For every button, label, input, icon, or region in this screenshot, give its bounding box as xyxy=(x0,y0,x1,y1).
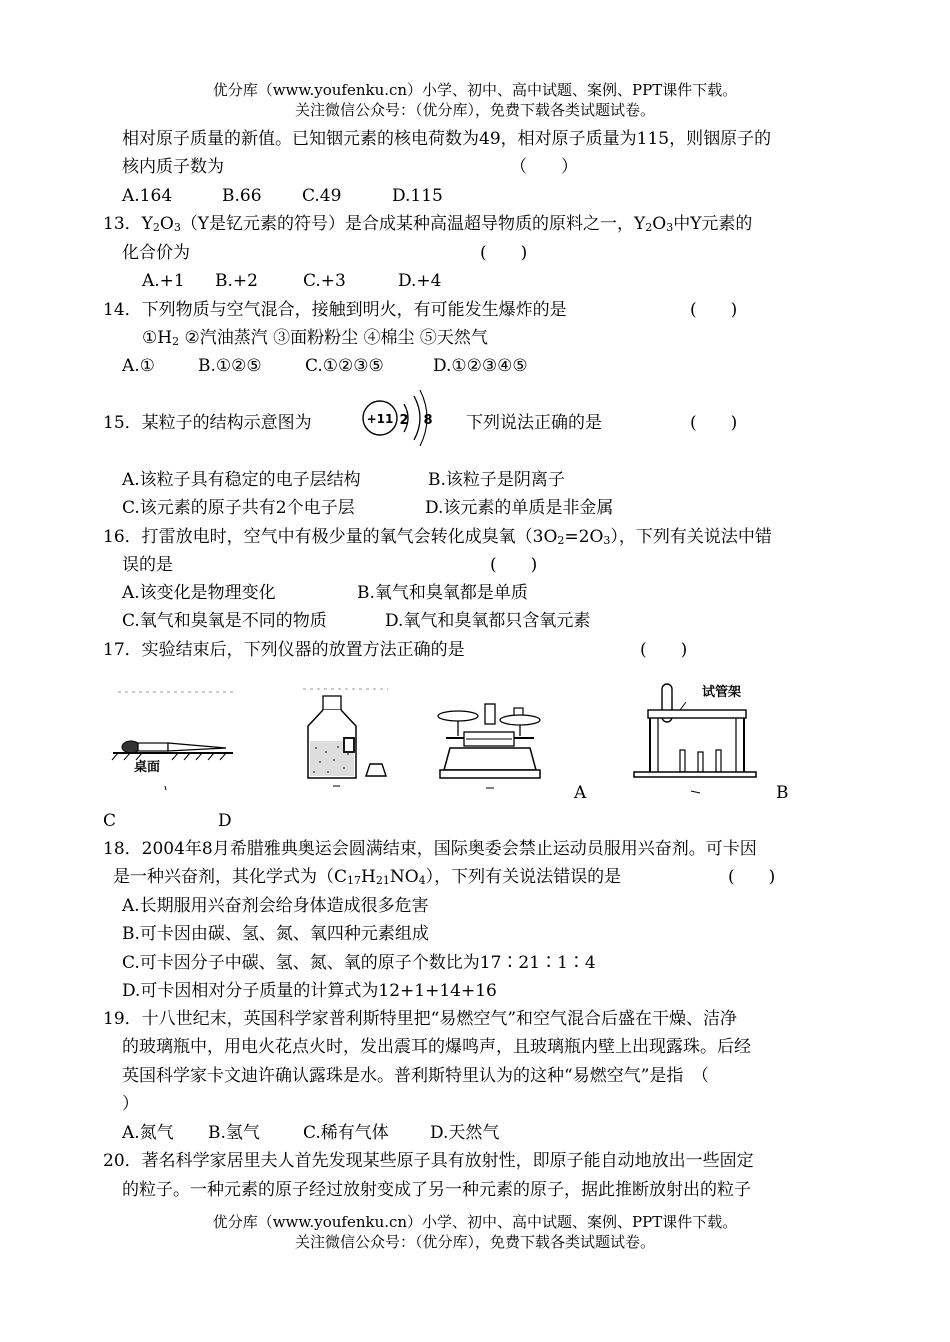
q12-option-b: B.66 xyxy=(222,186,262,206)
q16-line-2: 误的是 xyxy=(122,555,173,575)
q19-option-b: B.氢气 xyxy=(208,1123,260,1143)
q19-line-3: 英国科学家卡文迪许确认露珠是水。普利斯特里认为的这种“易燃空气”是指 （ xyxy=(122,1066,709,1086)
q19-option-d: D.天然气 xyxy=(430,1123,500,1143)
header-line-1: 优分库（www.youfenku.cn）小学、初中、高中试题、案例、PPT课件下载。 xyxy=(212,81,738,99)
q15-option-c: C.该元素的原子共有2个电子层 xyxy=(122,498,355,518)
q15-option-a: A.该粒子具有稳定的电子层结构 xyxy=(122,470,361,490)
q16-answer-paren: ( ) xyxy=(490,555,538,575)
shell-1-electrons: 2 xyxy=(399,413,409,428)
atom-structure-diagram xyxy=(360,388,450,450)
q18-answer-paren: ( ) xyxy=(728,867,776,887)
q12-answer-paren: （ ） xyxy=(510,157,578,177)
question-number: 14． xyxy=(103,300,142,320)
question-number: 16． xyxy=(103,527,142,547)
q13-answer-paren: ( ) xyxy=(480,243,528,263)
footer-line-2: 关注微信公众号：（优分库），免费下载各类试题试卷。 xyxy=(294,1233,655,1251)
q18-option-a: A.长期服用兴奋剂会给身体造成很多危害 xyxy=(122,896,429,916)
q20-line-1: 20．著名科学家居里夫人首先发现某些原子具有放射性，即原子能自动地放出一些固定 xyxy=(103,1151,754,1171)
q19-line-1: 19．十八世纪末，英国科学家普利斯特里把“易燃空气”和空气混合后盛在干燥、洁净 xyxy=(103,1009,738,1029)
q16-option-a: A.该变化是物理变化 xyxy=(122,583,276,603)
question-number: 18． xyxy=(103,839,142,859)
q14-option-b: B.①②⑤ xyxy=(198,356,262,376)
q14-items: $①H_2$ ②汽油蒸汽 ③面粉粉尘 ④棉尘 ⑤天然气 xyxy=(142,328,488,348)
q18-option-d: D.可卡因相对分子质量的计算式为12+1+14+16 xyxy=(122,981,497,1001)
balance-figure xyxy=(436,700,551,795)
header-line-2: 关注微信公众号：（优分库），免费下载各类试题试卷。 xyxy=(294,101,655,119)
q18-line-2: 是一种兴奋剂，其化学式为$(C_{17}H_{21}NO_4)$，下列有关说法错误的是 xyxy=(113,867,622,887)
q14-line-1: 14．下列物质与空气混合，接触到明火，有可能发生爆炸的是 xyxy=(103,300,567,320)
q19-option-c: C.稀有气体 xyxy=(303,1123,389,1143)
q19-line-2: 的玻璃瓶中，用电火花点火时，发出震耳的爆鸣声，且玻璃瓶内壁上出现露珠。后经 xyxy=(122,1037,751,1057)
q13-option-c: C.+3 xyxy=(303,271,346,291)
question-number: 13． xyxy=(103,214,142,234)
nucleus-charge: +11 xyxy=(366,412,394,426)
test-tube-rack-figure xyxy=(628,680,758,795)
q19-line-4: ） xyxy=(122,1094,139,1114)
figure-letter-d: D xyxy=(218,811,232,831)
q13-option-b: B.+2 xyxy=(215,271,258,291)
q12-option-c: C.49 xyxy=(302,186,342,206)
q18-option-b: B.可卡因由碳、氢、氮、氧四种元素组成 xyxy=(122,924,429,944)
q14-option-a: A.① xyxy=(122,356,155,376)
q17-line-1: 17．实验结束后，下列仪器的放置方法正确的是 xyxy=(103,640,465,660)
shell-2-electrons: 8 xyxy=(423,413,433,428)
q15-option-d: D.该元素的单质是非金属 xyxy=(425,498,614,518)
q16-option-b: B.氧气和臭氧都是单质 xyxy=(357,583,528,603)
q13-option-d: D.+4 xyxy=(398,271,442,291)
q12-option-d: D.115 xyxy=(392,186,443,206)
footer-line-1: 优分库（www.youfenku.cn）小学、初中、高中试题、案例、PPT课件下载。 xyxy=(212,1213,738,1231)
q18-option-c: C.可卡因分子中碳、氢、氮、氧的原子个数比为17∶21∶1∶4 xyxy=(122,953,596,973)
question-number: 15． xyxy=(103,413,142,433)
q17-answer-paren: ( ) xyxy=(640,640,688,660)
q12-option-a: A.164 xyxy=(122,186,173,206)
figure-letter-c: C xyxy=(103,811,117,831)
question-number: 17． xyxy=(103,640,142,660)
q18-line-1: 18．2004年8月希腊雅典奥运会圆满结束，国际奥委会禁止运动员服用兴奋剂。可卡因 xyxy=(103,839,757,859)
dropper-on-desk-figure xyxy=(108,690,243,790)
q13-option-a: A.+1 xyxy=(142,271,185,291)
q15-answer-paren: ( ) xyxy=(690,413,738,433)
question-number: 19． xyxy=(103,1009,142,1029)
q13-line-2: 化合价为 xyxy=(122,243,190,263)
reagent-bottle-figure xyxy=(298,686,393,791)
q15-line-1: 15．某粒子的结构示意图为 xyxy=(103,413,312,433)
q13-line-1: 13．$Y_2O_3(Y$是钇元素的符号）是合成某种高温超导物质的原料之一，$Y_2O_3$中Y元素的 xyxy=(103,214,753,234)
rack-label: 试管架 xyxy=(702,685,742,700)
figure-letter-a: A xyxy=(574,783,587,803)
q15-line-1-end: 下列说法正确的是 xyxy=(466,413,602,433)
q12-line-1: 相对原子质量的新值。已知铟元素的核电荷数为49，相对原子质量为115，则铟原子的 xyxy=(122,129,772,149)
figure-letter-b: B xyxy=(776,783,789,803)
q16-line-1: 16．打雷放电时，空气中有极少量的氧气会转化成臭氧$(3O_2=2O_3)$，下列有关说法中错 xyxy=(103,527,772,547)
q19-option-a: A.氮气 xyxy=(122,1123,174,1143)
q14-answer-paren: ( ) xyxy=(690,300,738,320)
q16-option-d: D.氧气和臭氧都只含氧元素 xyxy=(385,611,591,631)
q14-option-d: D.①②③④⑤ xyxy=(433,356,528,376)
q16-option-c: C.氧气和臭氧是不同的物质 xyxy=(122,611,327,631)
q15-option-b: B.该粒子是阴离子 xyxy=(428,470,565,490)
q14-option-c: C.①②③⑤ xyxy=(305,356,384,376)
question-number: 20． xyxy=(103,1151,142,1171)
desk-label: 桌面 xyxy=(134,760,161,775)
q20-line-2: 的粒子。一种元素的原子经过放射变成了另一种元素的原子，据此推断放射出的粒子 xyxy=(122,1180,751,1200)
q12-line-2: 核内质子数为 xyxy=(122,157,224,177)
